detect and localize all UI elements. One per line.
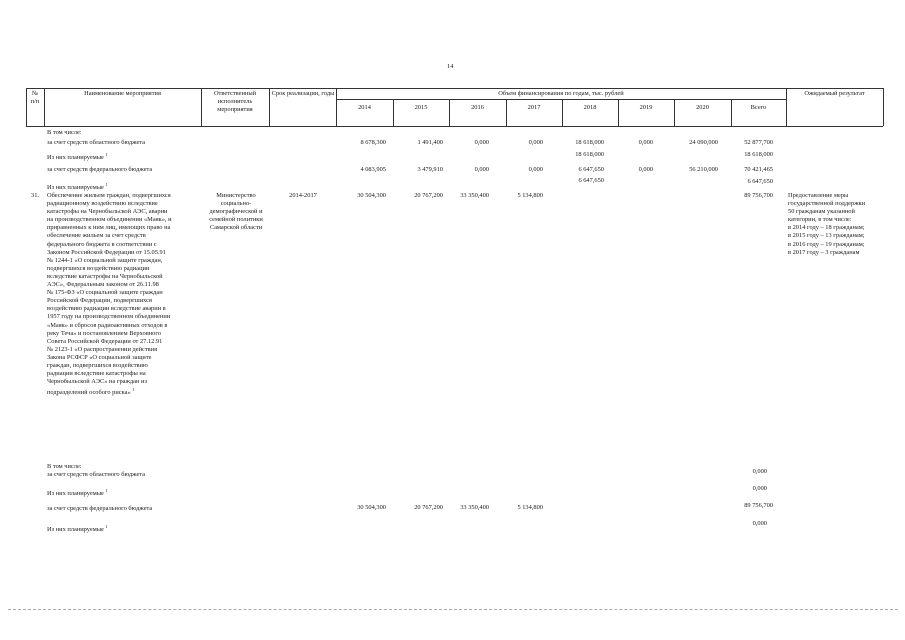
header-num: № п/п xyxy=(30,90,40,105)
value-cell: 89 756,700 xyxy=(744,192,773,199)
value-cell: 3 479,910 xyxy=(417,166,443,173)
header-year: Всего xyxy=(750,104,767,111)
item-result: Предоставление меры государственной поддержки 50 гражданам указанной категории, в том числе: в 2014 году – 18 гражданам; в 2015 году – 13 гражданам; в 2016 году – 19 гражданам; в 2017 году – 3 гражданам xyxy=(788,192,866,256)
value-cell: 5 134,800 xyxy=(517,192,543,199)
value-cell: 18 618,000 xyxy=(575,139,604,146)
header-term: Срок реализации, годы xyxy=(271,90,335,97)
scan-artifact-line xyxy=(8,609,898,610)
value-cell: 18 618,000 xyxy=(575,151,604,158)
row-label: за счет средств федерального бюджета xyxy=(47,166,153,173)
value-cell: 24 090,000 xyxy=(689,139,718,146)
value-cell: 0,000 xyxy=(528,166,543,173)
row-label: Из них планируемые $^1$ xyxy=(47,152,108,162)
value-cell: 6 647,650 xyxy=(578,177,604,184)
value-cell: 89 756,700 xyxy=(744,502,773,509)
value-cell: 52 877,700 xyxy=(744,139,773,146)
value-cell: 18 618,000 xyxy=(744,151,773,158)
value-cell: 0,000 xyxy=(638,139,653,146)
value-cell: 0,000 xyxy=(528,139,543,146)
value-cell: 0,000 xyxy=(752,468,767,475)
value-cell: 6 647,650 xyxy=(578,166,604,173)
header-name: Наименование мероприятия xyxy=(84,90,161,97)
header-year: 2020 xyxy=(696,104,709,111)
item-term: 2014-2017 xyxy=(289,192,317,199)
row-label: за счет средств областного бюджета xyxy=(47,471,146,478)
row-label: Из них планируемые $^1$ xyxy=(47,182,108,192)
page-number: 14 xyxy=(447,63,454,70)
header-year: 2015 xyxy=(414,104,428,111)
value-cell: 20 767,200 xyxy=(414,504,443,511)
value-cell: 0,000 xyxy=(638,166,653,173)
item-number: 31. xyxy=(31,192,39,199)
header-year: 2017 xyxy=(527,104,541,111)
value-cell: 5 134,800 xyxy=(517,504,543,511)
header-result: Ожидаемый результат xyxy=(804,90,865,97)
header-year: 2014 xyxy=(358,104,371,111)
row-label: Из них планируемые $^1$ xyxy=(47,524,108,534)
value-cell: 70 421,465 xyxy=(744,166,773,173)
item-responsible: Министерство социально- демографической и семейной политики Самарской области xyxy=(209,192,263,232)
value-cell: 1 491,400 xyxy=(417,139,443,146)
value-cell: 0,000 xyxy=(474,166,489,173)
value-cell: 30 504,300 xyxy=(357,504,386,511)
value-cell: 8 678,300 xyxy=(360,139,386,146)
header-year: 2016 xyxy=(471,104,484,111)
row-label: Из них планируемые $^1$ xyxy=(47,488,108,498)
row-label: за счет средств областного бюджета xyxy=(47,139,146,146)
item-description: Обеспечение жильем граждан, подвергшихся радиационному воздействию вследствие катастрофы на Чернобыльской АЭС, аварии на производственном объединении «Маяк», и приравненных к ним лиц, имеющих право на обеспечение жильем за счет средств федерального бюджета в соответствии с Законом Российской Федерации от 15.05.91 № 1244-1 «О социальной защите граждан, подвергшихся воздействию радиации вследствие катастрофы на Чернобыльской АЭС», Федеральным законом от 26.11.98 № 175-ФЗ «О социальной защите граждан Российской Федерации, подвергшихся воздействию радиации вследствие аварии в 1957 году на производственном объединении «Маяк» и сбросов радиоактивных отходов в реку Теча» и постановлением Верховного Совета Российской Федерации от 27.12.91 № 2123-1 «О распространении действия Закона РСФСР «О социальной защите граждан, подвергшихся воздействию радиации вследствие катастрофы на Чернобыльской АЭС» на граждан из подразделений особого риска» $^1$ xyxy=(47,192,172,397)
value-cell: 0,000 xyxy=(752,520,767,527)
header-year: 2018 xyxy=(583,104,597,111)
value-cell: 0,000 xyxy=(474,139,489,146)
value-cell: 20 767,200 xyxy=(414,192,443,199)
row-label: В том числе: xyxy=(47,129,82,136)
header-year: 2019 xyxy=(639,104,653,111)
row-label: за счет средств федерального бюджета xyxy=(47,505,153,512)
value-cell: 56 210,000 xyxy=(689,166,718,173)
value-cell: 4 083,905 xyxy=(360,166,386,173)
value-cell: 0,000 xyxy=(752,485,767,492)
value-cell: 30 504,300 xyxy=(357,192,386,199)
row-label: В том числе: xyxy=(47,463,82,470)
value-cell: 6 647,650 xyxy=(747,178,773,185)
header-funding-title: Объем финансирования по годам, тыс. рублей xyxy=(498,90,624,97)
header-responsible: Ответственный исполнитель мероприятия xyxy=(213,90,257,113)
value-cell: 33 350,400 xyxy=(460,504,489,511)
value-cell: 33 350,400 xyxy=(460,192,489,199)
